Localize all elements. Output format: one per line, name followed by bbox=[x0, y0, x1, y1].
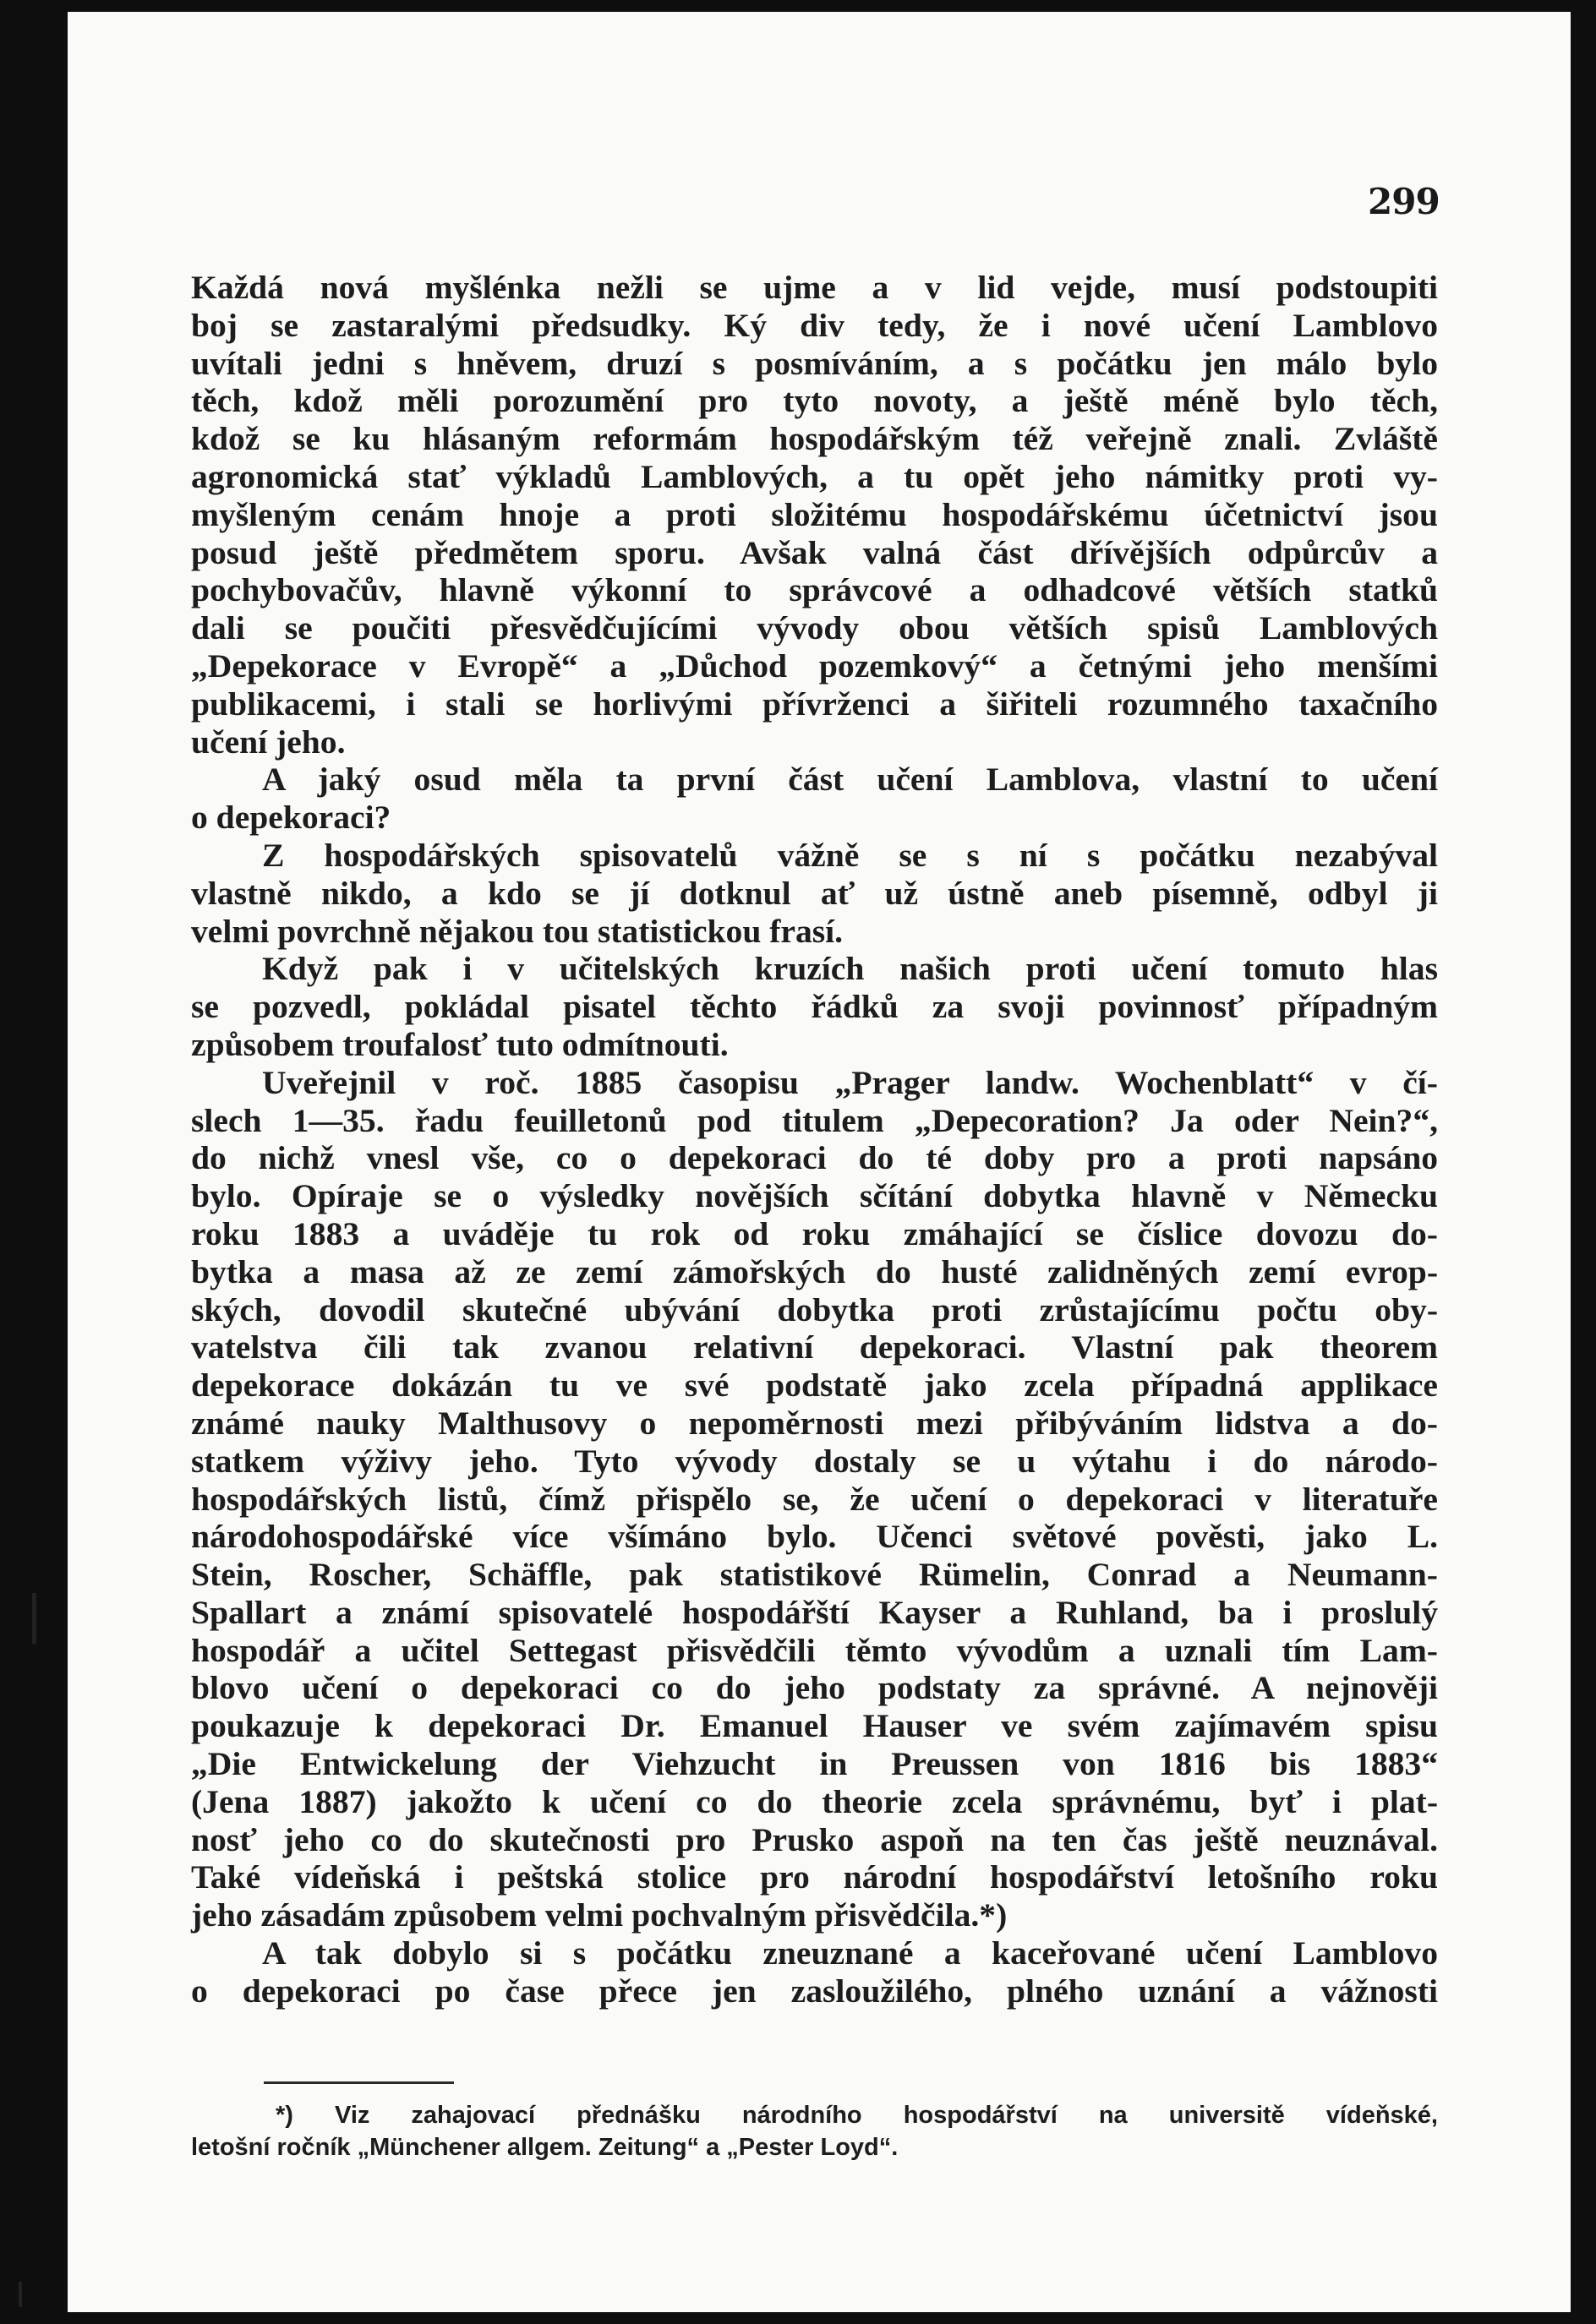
text-line: depekorace dokázán tu ve své podstatě jako zcela případná applikace bbox=[191, 1367, 1438, 1405]
text-line: Také vídeňská i peštská stolice pro národní hospodářství letošního roku bbox=[191, 1858, 1438, 1896]
text-line: Uveřejnil v roč. 1885 časopisu „Prager landw. Wochenblatt“ v čí- bbox=[262, 1063, 1438, 1101]
text-line: „Die Entwickelung der Viehzucht in Preussen von 1816 bis 1883“ bbox=[191, 1745, 1438, 1783]
text-line: statkem výživy jeho. Tyto vývody dostaly se u výtahu i do národo- bbox=[191, 1442, 1438, 1480]
text-line: o depekoraci po čase přece jen zasloužilého, plného uznání a vážnosti bbox=[191, 1972, 1438, 2010]
body-text bbox=[191, 269, 1438, 2010]
text-line: Spallart a známí spisovatelé hospodářští Kayser a Ruhland, ba i proslulý bbox=[191, 1593, 1438, 1631]
text-line: (Jena 1887) jakožto k učení co do theorie zcela správnému, byť i plat- bbox=[191, 1782, 1438, 1820]
text-line: poukazuje k depekoraci Dr. Emanuel Hauser ve svém zajímavém spisu bbox=[191, 1707, 1438, 1745]
text-line: kdož se ku hlásaným reformám hospodářským též veřejně znali. Zvláště bbox=[191, 420, 1438, 458]
text-line: velmi povrchně nějakou tou statistickou frasí. bbox=[191, 912, 844, 950]
text-line: učení jeho. bbox=[191, 723, 346, 761]
text-line: A jaký osud měla ta první část učení Lamblova, vlastní to učení bbox=[262, 761, 1438, 799]
text-line: bytka a masa až ze zemí zámořských do husté zalidněných zemí evrop- bbox=[191, 1252, 1438, 1290]
margin-mark bbox=[32, 1593, 36, 1644]
text-line: o depekoraci? bbox=[191, 799, 391, 837]
text-line: Každá nová myšlénka nežli se ujme a v lid vejde, musí podstoupiti bbox=[191, 269, 1438, 306]
footnote-rule bbox=[264, 2081, 454, 2084]
text-line: publikacemi, i stali se horlivými přívrženci a šiřiteli rozumného taxačního bbox=[191, 685, 1438, 723]
text-line: Stein, Roscher, Schäffle, pak statistikové Rümelin, Conrad a Neumann- bbox=[191, 1556, 1438, 1594]
text-line: způsobem troufalosť tuto odmítnouti. bbox=[191, 1025, 729, 1063]
text-line: posud ještě předmětem sporu. Avšak valná část dřívějších odpůrcův a bbox=[191, 533, 1438, 571]
margin-mark bbox=[19, 2282, 22, 2307]
text-line: bylo. Opíraje se o výsledky novějších sčítání dobytka hlavně v Německu bbox=[191, 1177, 1438, 1215]
text-line: národohospodářské více všímáno bylo. Učenci světové pověsti, jako L. bbox=[191, 1518, 1438, 1556]
text-line: nosť jeho co do skutečnosti pro Prusko aspoň na ten čas ještě neuznával. bbox=[191, 1820, 1438, 1858]
text-line: do nichž vnesl vše, co o depekoraci do té doby pro a proti napsáno bbox=[191, 1139, 1438, 1177]
text-line: známé nauky Malthusovy o nepoměrnosti mezi přibýváním lidstva a do- bbox=[191, 1404, 1438, 1442]
page-number: 299 bbox=[1368, 181, 1440, 222]
text-line: „Depekorace v Evropě“ a „Důchod pozemkový“ a četnými jeho menšími bbox=[191, 646, 1438, 685]
footnote-line: *) Viz zahajovací přednášku národního hospodářství na universitě vídeňské, bbox=[276, 2102, 1438, 2129]
text-line: pochybovačův, hlavně výkonní to správcové a odhadcové větších statků bbox=[191, 571, 1438, 609]
text-line: blovo učení o depekoraci co do jeho podstaty za správné. A nejnověji bbox=[191, 1669, 1438, 1707]
text-line: uvítali jedni s hněvem, druzí s posmíváním, a s počátku jen málo bylo bbox=[191, 344, 1438, 382]
text-line: agronomická stať výkladů Lamblových, a tu opět jeho námitky proti vy- bbox=[191, 457, 1438, 495]
text-line: ských, dovodil skutečné ubývání dobytka proti zrůstajícímu počtu oby- bbox=[191, 1290, 1438, 1328]
text-line: jeho zásadám způsobem velmi pochvalným přisvědčila.*) bbox=[191, 1896, 1008, 1934]
text-line: A tak dobylo si s počátku zneuznané a kaceřované učení Lamblovo bbox=[262, 1934, 1438, 1972]
text-line: hospodářských listů, čímž přispělo se, že učení o depekoraci v literatuře bbox=[191, 1480, 1438, 1518]
text-line: boj se zastaralými předsudky. Ký div tedy, že i nové učení Lamblovo bbox=[191, 306, 1438, 344]
text-line: myšleným cenám hnoje a proti složitému hospodářskému účetnictví jsou bbox=[191, 495, 1438, 533]
text-line: vlastně nikdo, a kdo se jí dotknul ať už ústně aneb písemně, odbyl ji bbox=[191, 874, 1438, 912]
text-line: Z hospodářských spisovatelů vážně se s ní s počátku nezabýval bbox=[262, 836, 1438, 874]
text-line: se pozvedl, pokládal pisatel těchto řádků za svoji povinnosť případným bbox=[191, 988, 1438, 1026]
text-line: roku 1883 a uváděje tu rok od roku zmáhající se číslice dovozu do- bbox=[191, 1214, 1438, 1252]
text-line: vatelstva čili tak zvanou relativní depekoraci. Vlastní pak theorem bbox=[191, 1328, 1438, 1367]
text-line: Když pak i v učitelských kruzích našich proti učení tomuto hlas bbox=[262, 950, 1438, 988]
text-line: těch, kdož měli porozumění pro tyto novoty, a ještě méně bylo těch, bbox=[191, 382, 1438, 420]
text-line: dali se poučiti přesvědčujícími vývody obou větších spisů Lamblových bbox=[191, 609, 1438, 647]
text-line: slech 1—35. řadu feuilletonů pod titulem „Depecoration? Ja oder Nein?“, bbox=[191, 1101, 1438, 1139]
footnote bbox=[191, 2099, 1438, 2163]
book-page bbox=[68, 12, 1571, 2312]
text-line: hospodář a učitel Settegast přisvědčili těmto vývodům a uznali tím Lam- bbox=[191, 1631, 1438, 1669]
footnote-line: letošní ročník „Münchener allgem. Zeitung“ a „Pester Loyd“. bbox=[191, 2134, 899, 2161]
